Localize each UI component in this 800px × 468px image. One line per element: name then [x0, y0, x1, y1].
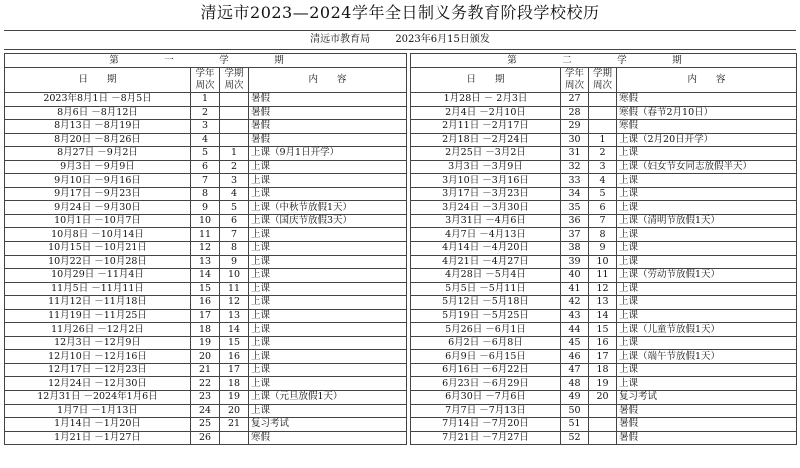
date-range-cell: 10月22日 －10月28日 — [5, 255, 191, 269]
issuer-line — [0, 33, 800, 47]
term-week-cell: 5 — [220, 201, 249, 215]
term-week-cell: 12 — [220, 296, 249, 310]
term-week-cell: 17 — [589, 350, 617, 364]
content-cell: 上课 — [249, 160, 407, 174]
date-range-cell: 10月8日 －10月14日 — [5, 228, 191, 242]
table-row — [5, 323, 407, 337]
date-range-cell: 1月28日 － 2月3日 — [411, 93, 561, 107]
content-cell: 复习考试 — [617, 391, 797, 405]
date-range-cell: 2月18日 －2月24日 — [411, 133, 561, 147]
table-row — [5, 391, 407, 405]
table-row — [5, 160, 407, 174]
content-cell: 上课 — [249, 282, 407, 296]
table-row — [411, 187, 797, 201]
term-week-cell — [589, 93, 617, 107]
date-range-cell: 9月3日 －9月9日 — [5, 160, 191, 174]
table-row — [5, 174, 407, 188]
term-week-cell — [589, 418, 617, 432]
school-week-cell: 29 — [561, 120, 589, 134]
date-range-cell: 12月17日 －12月23日 — [5, 363, 191, 377]
table-row — [5, 282, 407, 296]
school-week-cell: 25 — [191, 418, 220, 432]
date-range-cell: 10月29日 －11月4日 — [5, 269, 191, 283]
content-cell: 上课 — [617, 363, 797, 377]
term-week-cell: 8 — [220, 242, 249, 256]
date-range-cell: 11月5日 －11月11日 — [5, 282, 191, 296]
semester-1-table — [4, 53, 407, 445]
school-week-cell: 6 — [191, 160, 220, 174]
school-week-cell: 30 — [561, 133, 589, 147]
date-range-cell: 3月3日 －3月9日 — [411, 160, 561, 174]
content-cell: 寒假 — [249, 431, 407, 445]
content-cell: 上课（劳动节放假1天） — [617, 269, 797, 283]
table-row — [5, 377, 407, 391]
date-range-cell: 6月30日 －7月6日 — [411, 391, 561, 405]
term-week-cell — [589, 431, 617, 445]
term-week-cell: 10 — [220, 269, 249, 283]
content-cell: 上课（元旦放假1天） — [249, 391, 407, 405]
school-week-cell: 9 — [191, 201, 220, 215]
content-cell: 上课（儿童节放假1天） — [617, 323, 797, 337]
date-range-cell: 7月7日 －7月13日 — [411, 404, 561, 418]
term-week-cell: 14 — [220, 323, 249, 337]
table-row — [5, 106, 407, 120]
content-cell: 复习考试 — [249, 418, 407, 432]
date-range-cell: 8月20日 －8月26日 — [5, 133, 191, 147]
content-cell: 上课 — [617, 282, 797, 296]
content-cell: 上课（中秋节放假1天） — [249, 201, 407, 215]
term-week-cell: 19 — [589, 377, 617, 391]
semester-2-table — [410, 53, 797, 445]
date-range-cell: 3月17日 －3月23日 — [411, 187, 561, 201]
table-row — [411, 269, 797, 283]
school-week-cell: 4 — [191, 133, 220, 147]
school-week-cell: 15 — [191, 282, 220, 296]
school-week-cell: 38 — [561, 242, 589, 256]
date-range-cell: 9月17日 －9月23日 — [5, 187, 191, 201]
term-week-cell: 16 — [220, 350, 249, 364]
table-row — [5, 133, 407, 147]
col-dates: 日 期 — [5, 68, 191, 93]
content-cell: 上课（9月1日开学） — [249, 147, 407, 161]
date-range-cell: 12月31日 －2024年1月6日 — [5, 391, 191, 405]
term-week-cell: 4 — [589, 174, 617, 188]
table-row — [411, 350, 797, 364]
term-week-cell — [589, 106, 617, 120]
date-range-cell: 4月14日 －4月20日 — [411, 242, 561, 256]
table-row — [5, 296, 407, 310]
semester-1-rows — [5, 93, 407, 445]
school-week-cell: 19 — [191, 336, 220, 350]
school-week-cell: 7 — [191, 174, 220, 188]
col-school-week: 学年周次 — [561, 68, 589, 93]
school-week-cell: 42 — [561, 296, 589, 310]
term-week-cell — [220, 120, 249, 134]
term-week-cell: 18 — [220, 377, 249, 391]
date-range-cell: 8月13日 －8月19日 — [5, 120, 191, 134]
date-range-cell: 6月9日 －6月15日 — [411, 350, 561, 364]
content-cell: 上课（清明节放假1天） — [617, 214, 797, 228]
date-range-cell: 2023年8月1日 －8月5日 — [5, 93, 191, 107]
term-week-cell: 5 — [589, 187, 617, 201]
content-cell: 上课 — [249, 255, 407, 269]
term-week-cell: 15 — [220, 336, 249, 350]
date-range-cell: 3月24日 －3月30日 — [411, 201, 561, 215]
date-range-cell: 5月12日 －5月18日 — [411, 296, 561, 310]
term-week-cell: 20 — [589, 391, 617, 405]
term-week-cell: 3 — [220, 174, 249, 188]
content-cell: 上课 — [617, 309, 797, 323]
content-cell: 暑假 — [249, 133, 407, 147]
school-week-cell: 23 — [191, 391, 220, 405]
table-row — [411, 255, 797, 269]
school-week-cell: 49 — [561, 391, 589, 405]
table-row — [5, 431, 407, 445]
date-range-cell: 2月11日 －2月17日 — [411, 120, 561, 134]
term-week-cell: 4 — [220, 187, 249, 201]
table-row — [5, 120, 407, 134]
semester-2-rows — [411, 93, 797, 445]
table-row — [5, 228, 407, 242]
table-row — [5, 269, 407, 283]
school-week-cell: 50 — [561, 404, 589, 418]
school-week-cell: 5 — [191, 147, 220, 161]
school-week-cell: 13 — [191, 255, 220, 269]
date-range-cell: 9月24日 －9月30日 — [5, 201, 191, 215]
content-cell: 上课 — [249, 296, 407, 310]
content-cell: 上课 — [249, 174, 407, 188]
date-range-cell: 2月4日 －2月10日 — [411, 106, 561, 120]
school-week-cell: 12 — [191, 242, 220, 256]
content-cell: 上课 — [249, 269, 407, 283]
term-week-cell: 10 — [589, 255, 617, 269]
school-week-cell: 28 — [561, 106, 589, 120]
school-week-cell: 52 — [561, 431, 589, 445]
table-row — [411, 418, 797, 432]
content-cell: 上课 — [617, 174, 797, 188]
date-range-cell: 4月7日 －4月13日 — [411, 228, 561, 242]
col-term-week: 学期周次 — [589, 68, 617, 93]
table-row — [411, 160, 797, 174]
date-range-cell: 5月26日 －6月1日 — [411, 323, 561, 337]
date-range-cell: 1月21日 －1月27日 — [5, 431, 191, 445]
table-row — [5, 147, 407, 161]
table-row — [5, 93, 407, 107]
date-range-cell: 12月24日 －12月30日 — [5, 377, 191, 391]
term-week-cell: 12 — [589, 282, 617, 296]
term-week-cell: 6 — [220, 214, 249, 228]
table-row — [5, 309, 407, 323]
school-week-cell: 46 — [561, 350, 589, 364]
school-week-cell: 48 — [561, 377, 589, 391]
content-cell: 暑假 — [617, 404, 797, 418]
term-week-cell: 11 — [589, 269, 617, 283]
date-range-cell: 7月21日 －7月27日 — [411, 431, 561, 445]
date-range-cell: 10月1日 －10月7日 — [5, 214, 191, 228]
content-cell: 上课 — [617, 255, 797, 269]
content-cell: 上课 — [249, 323, 407, 337]
content-cell: 上课 — [617, 296, 797, 310]
school-week-cell: 33 — [561, 174, 589, 188]
date-range-cell: 8月27日 －9月2日 — [5, 147, 191, 161]
table-row — [5, 201, 407, 215]
school-week-cell: 39 — [561, 255, 589, 269]
school-week-cell: 31 — [561, 147, 589, 161]
school-week-cell: 22 — [191, 377, 220, 391]
date-range-cell: 5月5日 －5月11日 — [411, 282, 561, 296]
issuer: 清远市教育局 — [310, 34, 371, 45]
table-row — [411, 133, 797, 147]
table-row — [411, 106, 797, 120]
table-row — [411, 391, 797, 405]
table-row — [411, 228, 797, 242]
content-cell: 上课（国庆节放假3天） — [249, 214, 407, 228]
content-cell: 暑假 — [617, 418, 797, 432]
content-cell: 上课 — [249, 363, 407, 377]
school-week-cell: 16 — [191, 296, 220, 310]
top-rule — [4, 30, 796, 31]
term-week-cell: 6 — [589, 201, 617, 215]
school-week-cell: 11 — [191, 228, 220, 242]
table-row — [411, 120, 797, 134]
table-row — [5, 214, 407, 228]
content-cell: 上课 — [617, 242, 797, 256]
date-range-cell: 12月3日 －12月9日 — [5, 336, 191, 350]
col-content: 内 容 — [617, 68, 797, 93]
school-week-cell: 17 — [191, 309, 220, 323]
date-range-cell: 3月10日 －3月16日 — [411, 174, 561, 188]
content-cell: 上课 — [617, 228, 797, 242]
term-week-cell: 11 — [220, 282, 249, 296]
col-content: 内 容 — [249, 68, 407, 93]
term-week-cell: 19 — [220, 391, 249, 405]
date-range-cell: 7月14日 －7月20日 — [411, 418, 561, 432]
term-week-cell: 13 — [220, 309, 249, 323]
content-cell: 寒假 — [617, 120, 797, 134]
school-week-cell: 8 — [191, 187, 220, 201]
date-range-cell: 6月2日 －6月8日 — [411, 336, 561, 350]
term-week-cell: 17 — [220, 363, 249, 377]
content-cell: 寒假（春节2月10日） — [617, 106, 797, 120]
term-week-cell: 1 — [589, 133, 617, 147]
table-row — [5, 404, 407, 418]
date-range-cell: 11月19日 －11月25日 — [5, 309, 191, 323]
school-week-cell: 27 — [561, 93, 589, 107]
term-week-cell: 21 — [220, 418, 249, 432]
date-range-cell: 4月21日 －4月27日 — [411, 255, 561, 269]
school-week-cell: 1 — [191, 93, 220, 107]
school-week-cell: 43 — [561, 309, 589, 323]
table-row — [411, 336, 797, 350]
term-week-cell: 2 — [589, 147, 617, 161]
term-week-cell — [220, 106, 249, 120]
content-cell: 上课 — [617, 187, 797, 201]
table-row — [411, 404, 797, 418]
content-cell: 上课 — [617, 201, 797, 215]
term-week-cell: 9 — [589, 242, 617, 256]
date-range-cell: 12月10日 －12月16日 — [5, 350, 191, 364]
term-week-cell — [220, 431, 249, 445]
content-cell: 上课（端午节放假1天） — [617, 350, 797, 364]
date-range-cell: 11月26日 －12月2日 — [5, 323, 191, 337]
table-row — [411, 147, 797, 161]
date-range-cell: 5月19日 －5月25日 — [411, 309, 561, 323]
term-week-cell: 15 — [589, 323, 617, 337]
col-school-week: 学年周次 — [191, 68, 220, 93]
term-week-cell: 7 — [220, 228, 249, 242]
table-row — [411, 363, 797, 377]
date-range-cell: 11月12日 －11月18日 — [5, 296, 191, 310]
school-week-cell: 45 — [561, 336, 589, 350]
content-cell: 上课（妇女节女同志放假半天） — [617, 160, 797, 174]
term-week-cell: 3 — [589, 160, 617, 174]
term-week-cell: 1 — [220, 147, 249, 161]
content-cell: 上课 — [249, 377, 407, 391]
school-week-cell: 51 — [561, 418, 589, 432]
school-week-cell: 32 — [561, 160, 589, 174]
table-row — [411, 201, 797, 215]
table-row — [411, 323, 797, 337]
term-week-cell — [220, 133, 249, 147]
date-range-cell: 10月15日 －10月21日 — [5, 242, 191, 256]
content-cell: 上课 — [249, 350, 407, 364]
table-row — [411, 377, 797, 391]
date-range-cell: 1月7日 －1月13日 — [5, 404, 191, 418]
content-cell: 暑假 — [249, 106, 407, 120]
school-week-cell: 40 — [561, 269, 589, 283]
school-week-cell: 20 — [191, 350, 220, 364]
term-week-cell: 7 — [589, 214, 617, 228]
term-week-cell: 14 — [589, 309, 617, 323]
table-row — [411, 174, 797, 188]
content-cell: 上课 — [617, 336, 797, 350]
school-week-cell: 24 — [191, 404, 220, 418]
school-week-cell: 14 — [191, 269, 220, 283]
date-range-cell: 1月14日 －1月20日 — [5, 418, 191, 432]
semester-2-title: 第 二 学 期 — [411, 54, 797, 68]
school-week-cell: 10 — [191, 214, 220, 228]
school-week-cell: 21 — [191, 363, 220, 377]
term-week-cell: 18 — [589, 363, 617, 377]
col-term-week: 学期周次 — [220, 68, 249, 93]
content-cell: 上课 — [249, 309, 407, 323]
term-week-cell — [589, 404, 617, 418]
content-cell: 暑假 — [617, 431, 797, 445]
table-row — [5, 187, 407, 201]
content-cell: 上课（2月20日开学） — [617, 133, 797, 147]
school-week-cell: 41 — [561, 282, 589, 296]
table-row — [411, 431, 797, 445]
date-range-cell: 6月23日 －6月29日 — [411, 377, 561, 391]
issue-date: 2023年6月15日颁发 — [395, 34, 490, 45]
term-week-cell: 9 — [220, 255, 249, 269]
table-row — [5, 363, 407, 377]
table-row — [411, 309, 797, 323]
school-week-cell: 37 — [561, 228, 589, 242]
term-week-cell: 16 — [589, 336, 617, 350]
table-row — [411, 93, 797, 107]
table-row — [5, 255, 407, 269]
term-week-cell: 20 — [220, 404, 249, 418]
content-cell: 上课 — [249, 228, 407, 242]
date-range-cell: 8月6日 －8月12日 — [5, 106, 191, 120]
content-cell: 寒假 — [617, 93, 797, 107]
content-cell: 暑假 — [249, 120, 407, 134]
table-row — [411, 296, 797, 310]
term-week-cell — [220, 93, 249, 107]
date-range-cell: 6月16日 －6月22日 — [411, 363, 561, 377]
content-cell: 上课 — [249, 242, 407, 256]
school-week-cell: 44 — [561, 323, 589, 337]
sub-rule — [4, 49, 796, 50]
school-week-cell: 36 — [561, 214, 589, 228]
table-row — [411, 282, 797, 296]
semester-1-title: 第 一 学 期 — [5, 54, 407, 68]
table-row — [5, 336, 407, 350]
school-week-cell: 18 — [191, 323, 220, 337]
page-title: 清远市2023—2024学年全日制义务教育阶段学校校历 — [200, 3, 600, 22]
table-row — [5, 242, 407, 256]
date-range-cell: 9月10日 －9月16日 — [5, 174, 191, 188]
school-week-cell: 26 — [191, 431, 220, 445]
col-dates: 日 期 — [411, 68, 561, 93]
content-cell: 上课 — [249, 336, 407, 350]
table-row — [411, 242, 797, 256]
term-week-cell: 2 — [220, 160, 249, 174]
date-range-cell: 3月31日 －4月6日 — [411, 214, 561, 228]
school-week-cell: 3 — [191, 120, 220, 134]
school-week-cell: 47 — [561, 363, 589, 377]
content-cell: 上课 — [617, 377, 797, 391]
content-cell: 上课 — [617, 147, 797, 161]
school-week-cell: 35 — [561, 201, 589, 215]
term-week-cell: 13 — [589, 296, 617, 310]
date-range-cell: 2月25日 －3月2日 — [411, 147, 561, 161]
content-cell: 上课 — [249, 404, 407, 418]
table-row — [411, 214, 797, 228]
school-week-cell: 34 — [561, 187, 589, 201]
content-cell: 暑假 — [249, 93, 407, 107]
table-row — [5, 350, 407, 364]
table-row — [5, 418, 407, 432]
school-week-cell: 2 — [191, 106, 220, 120]
date-range-cell: 4月28日 －5月4日 — [411, 269, 561, 283]
term-week-cell — [589, 120, 617, 134]
content-cell: 上课 — [249, 187, 407, 201]
term-week-cell: 8 — [589, 228, 617, 242]
